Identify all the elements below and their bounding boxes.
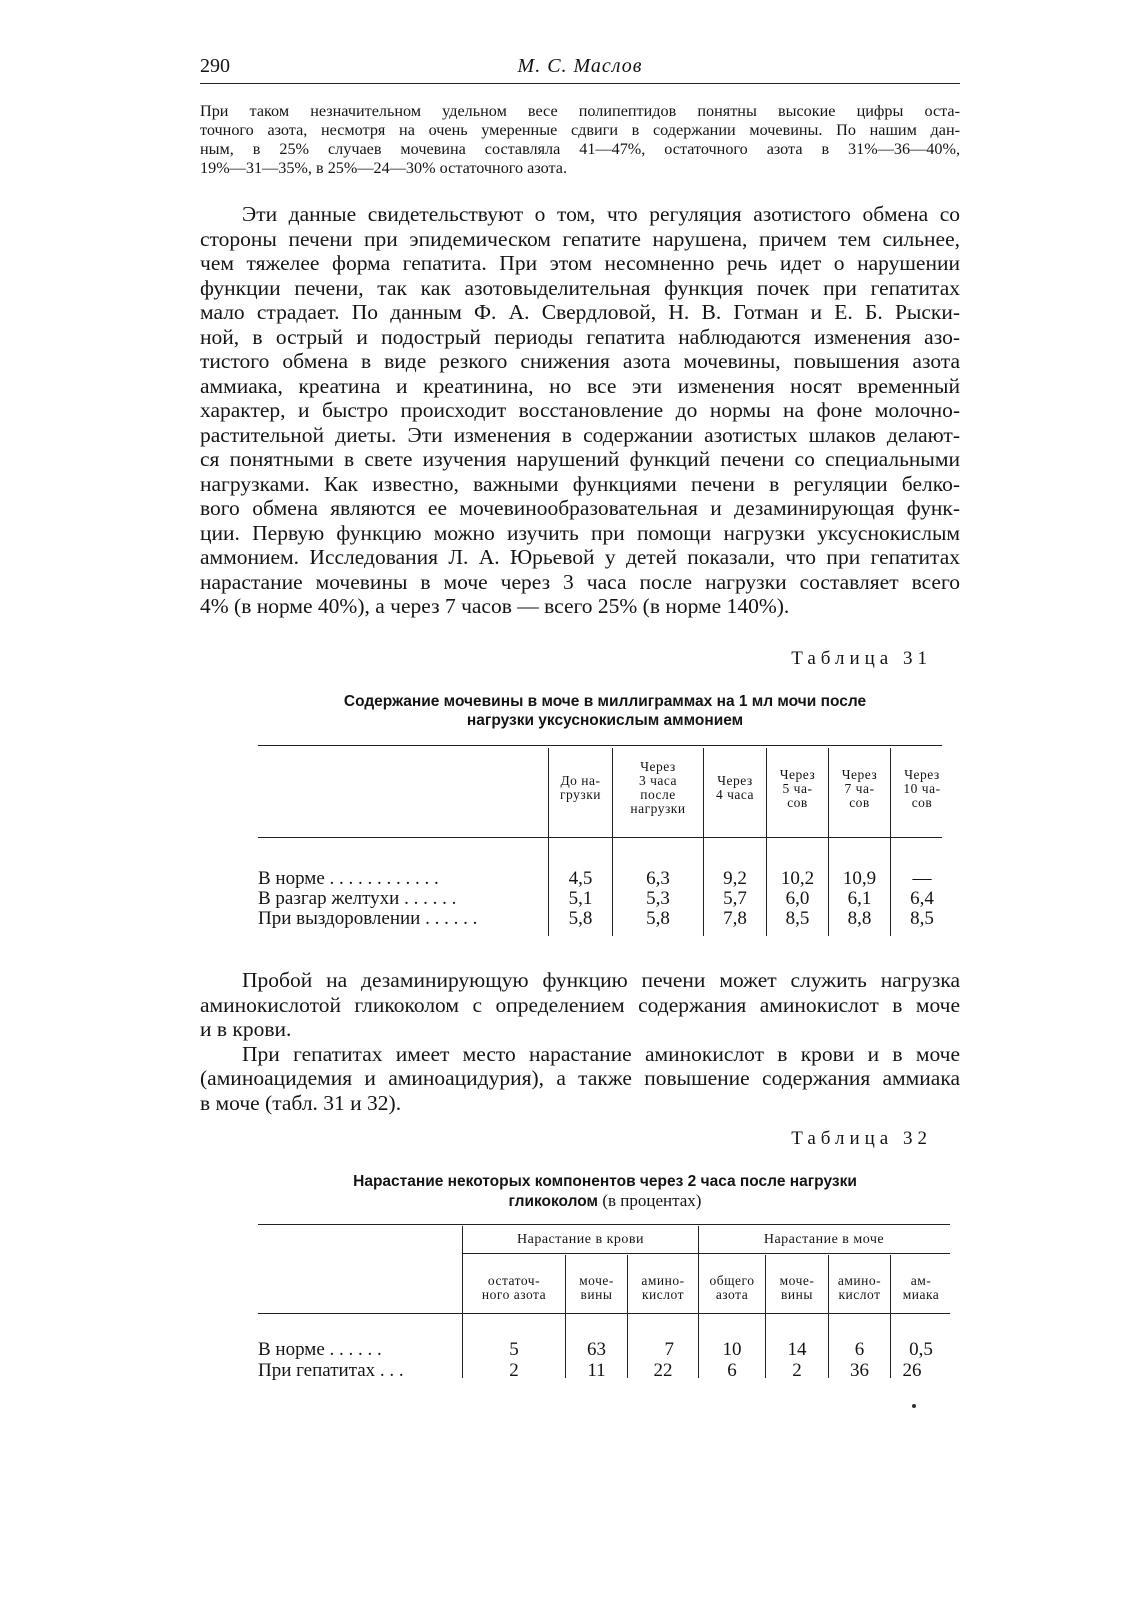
table-32-cell: 7 (664, 1339, 674, 1360)
table-32-column-header: амино- кислот (641, 1273, 685, 1302)
table-32-cell: 14 (787, 1339, 807, 1360)
table-31-cell: 7,8 (723, 908, 747, 929)
table-32-cell: 26 (902, 1360, 922, 1381)
table-32-column-header: моче- вины (779, 1273, 815, 1302)
caption-line: Нарастание некоторых компонентов через 2 часа после нагрузки (353, 1173, 857, 1190)
table-31-cell: 5,1 (568, 888, 593, 909)
body-paragraph-1 (200, 202, 960, 619)
text-line: чем тяжелее форма гепатита. При этом несомненно речь идет о нарушении (200, 251, 960, 275)
text-line: аминокислотой гликоколом с определением содержания аминокислот в моче (200, 992, 960, 1017)
text-line: вого обмена являются ее мочевинообразовательная и дезаминирующая функ- (200, 496, 960, 520)
table-32-top-rule (258, 1224, 950, 1225)
table-31-cell: 8,8 (847, 908, 872, 929)
table-32-cell: 2 (792, 1360, 802, 1381)
table-31-top-rule (258, 745, 942, 746)
table-31-cell: 6,3 (646, 868, 670, 889)
table-31-cell: 10,9 (842, 868, 877, 889)
caption-line: гликоколом (в процентах) (508, 1191, 702, 1210)
table-31-cell: 4,5 (568, 868, 593, 889)
table-32-cell: 22 (653, 1360, 673, 1381)
text-line: мало страдает. По данным Ф. А. Свердловой, Н. В. Готман и Е. Б. Рыски- (200, 300, 960, 324)
table-31-cell: 9,2 (723, 868, 747, 889)
text-line: нарастание мочевины в моче через 3 часа после нагрузки составляет всего (200, 569, 960, 594)
table-31-row-label: При выздоровлении . . . . . . (258, 908, 478, 929)
table-31-cell: 6,1 (847, 888, 872, 909)
table-31-caption (250, 692, 960, 730)
text-line: аммонием. Исследования Л. А. Юрьевой у детей показали, что при гепатитах (200, 545, 960, 569)
table-32-cell: 36 (850, 1360, 869, 1381)
text-line: При гепатитах имеет место нарастание аминокислот в крови и в моче (242, 1041, 960, 1066)
table-31-cell: 8,5 (785, 908, 810, 929)
table-32-caption (250, 1172, 960, 1211)
table-32-column-header: общего азота (709, 1273, 755, 1302)
small-line: 19%—31—35%, в 25%—24—30% остаточного азота. (200, 159, 568, 177)
table-31-cell: 6,0 (785, 888, 810, 909)
table-31-cell: 5,8 (646, 908, 670, 929)
table-31-cell: — (912, 868, 932, 889)
table-31-column-header: Через 10 ча- сов (903, 767, 941, 810)
text-line: в моче (табл. 31 и 32). (200, 1090, 402, 1115)
table-32-cell: 0,5 (909, 1339, 933, 1360)
table-31-cell: 5,7 (723, 888, 747, 909)
table-32-column-header: ам- миака (902, 1273, 940, 1302)
table-31-header-rule (258, 837, 942, 838)
header-rule (200, 83, 960, 84)
table-32-cell: 6 (854, 1339, 865, 1360)
table-31-row-label: В разгар желтухи . . . . . . (258, 888, 457, 909)
table-31-column-header: Через 7 ча- сов (841, 767, 878, 810)
table-31-cell: 8,5 (910, 908, 934, 929)
table-31-column-header: Через 4 часа (715, 773, 755, 802)
table-31-cell: 5,3 (646, 888, 670, 909)
table-32-group-rule (462, 1253, 950, 1254)
table-32-cell: 10 (722, 1339, 742, 1360)
page-number: 290 (200, 55, 230, 77)
text-line: характер, и быстро происходит восстановление до нормы на фоне молочно- (200, 398, 960, 422)
text-line: Пробой на дезаминирующую функцию печени может служить нагрузка (242, 968, 960, 992)
text-line: ции. Первую функцию можно изучить при помощи нагрузки уксуснокислым (200, 520, 960, 545)
text-line: Эти данные свидетельствуют о том, что регуляция азотистого обмена со (242, 202, 960, 226)
table-31-column-header: Через 3 часа после нагрузки (630, 759, 686, 816)
text-line: ся понятными в свете изучения нарушений функций печени со специальными (200, 447, 960, 471)
table-32-cell: 2 (509, 1360, 519, 1381)
table-31-cell: 10,2 (780, 868, 815, 889)
caption-line: Содержание мочевины в моче в миллиграммах на 1 мл мочи после (343, 693, 867, 710)
small-line: ным, в 25% случаев мочевина составляла 41—47%, остаточного азота в 31%—36—40%, (200, 140, 960, 158)
text-line: и в крови. (200, 1017, 292, 1041)
table-32-header-rule (258, 1313, 950, 1314)
text-line: нагрузками. Как известно, важными функциями печени в регуляции белко- (200, 471, 960, 496)
table-32-cell: 5 (509, 1339, 519, 1360)
table-32-row-label: При гепатитах . . . (258, 1360, 404, 1381)
running-head (200, 55, 960, 85)
text-line: аммиака, креатина и креатинина, но все эти изменения носят временный (200, 373, 960, 398)
print-speck (912, 1404, 916, 1408)
body-paragraph-2-3 (200, 968, 960, 1115)
small-line: точного азота, несмотря на очень умеренные сдвиги в содержании мочевины. По нашим дан- (200, 121, 960, 139)
table-32-cell: 11 (587, 1360, 606, 1381)
text-line: стороны печени при эпидемическом гепатите нарушена, причем тем сильнее, (200, 226, 960, 251)
text-line: (аминоацидемия и аминоацидурия), а также повышение содержания аммиака (200, 1066, 960, 1090)
table-32-label: Таблица 32 (791, 1128, 932, 1149)
caption-line: нагрузки уксуснокислым аммонием (466, 712, 744, 729)
table-32-group-header-urine: Нарастание в моче (763, 1232, 885, 1247)
small-print-paragraph (200, 102, 960, 178)
table-31-cell: 5,8 (568, 908, 593, 929)
small-line: При таком незначительном удельном весе полипептидов понятны высокие цифры оста- (200, 102, 960, 120)
table-31-column-header: Через 5 ча- сов (779, 767, 816, 810)
text-line: растительной диеты. Эти изменения в содержании азотистых шлаков делают- (200, 422, 960, 447)
table-31-label: Таблица 31 (791, 648, 932, 669)
text-line: ной, в острый и подострый периоды гепатита наблюдаются изменения азо- (200, 324, 960, 349)
table-31-column-header: До на- грузки (560, 773, 601, 802)
table-32-cell: 63 (587, 1339, 606, 1360)
table-32-column-header: остаточ- ного азота (481, 1273, 547, 1302)
table-32-column-header: моче- вины (579, 1273, 614, 1302)
table-32-row-label: В норме . . . . . . (258, 1339, 382, 1360)
text-line: тистого обмена в виде резкого снижения азота мочевины, повышения азота (200, 349, 960, 373)
table-32-cell: 6 (727, 1360, 737, 1381)
table-31-row-label: В норме . . . . . . . . . . . . (258, 868, 439, 889)
table-32-group-header-blood: Нарастание в крови (517, 1232, 644, 1247)
table-32-column-header: амино- кислот (837, 1273, 882, 1302)
text-line: 4% (в норме 40%), а через 7 часов — всего 25% (в норме 140%). (200, 594, 790, 618)
running-title: М. С. Маслов (517, 55, 643, 77)
text-line: функции печени, так как азотовыделительная функция почек при гепатитах (200, 275, 960, 300)
table-31-cell: 6,4 (910, 888, 934, 909)
